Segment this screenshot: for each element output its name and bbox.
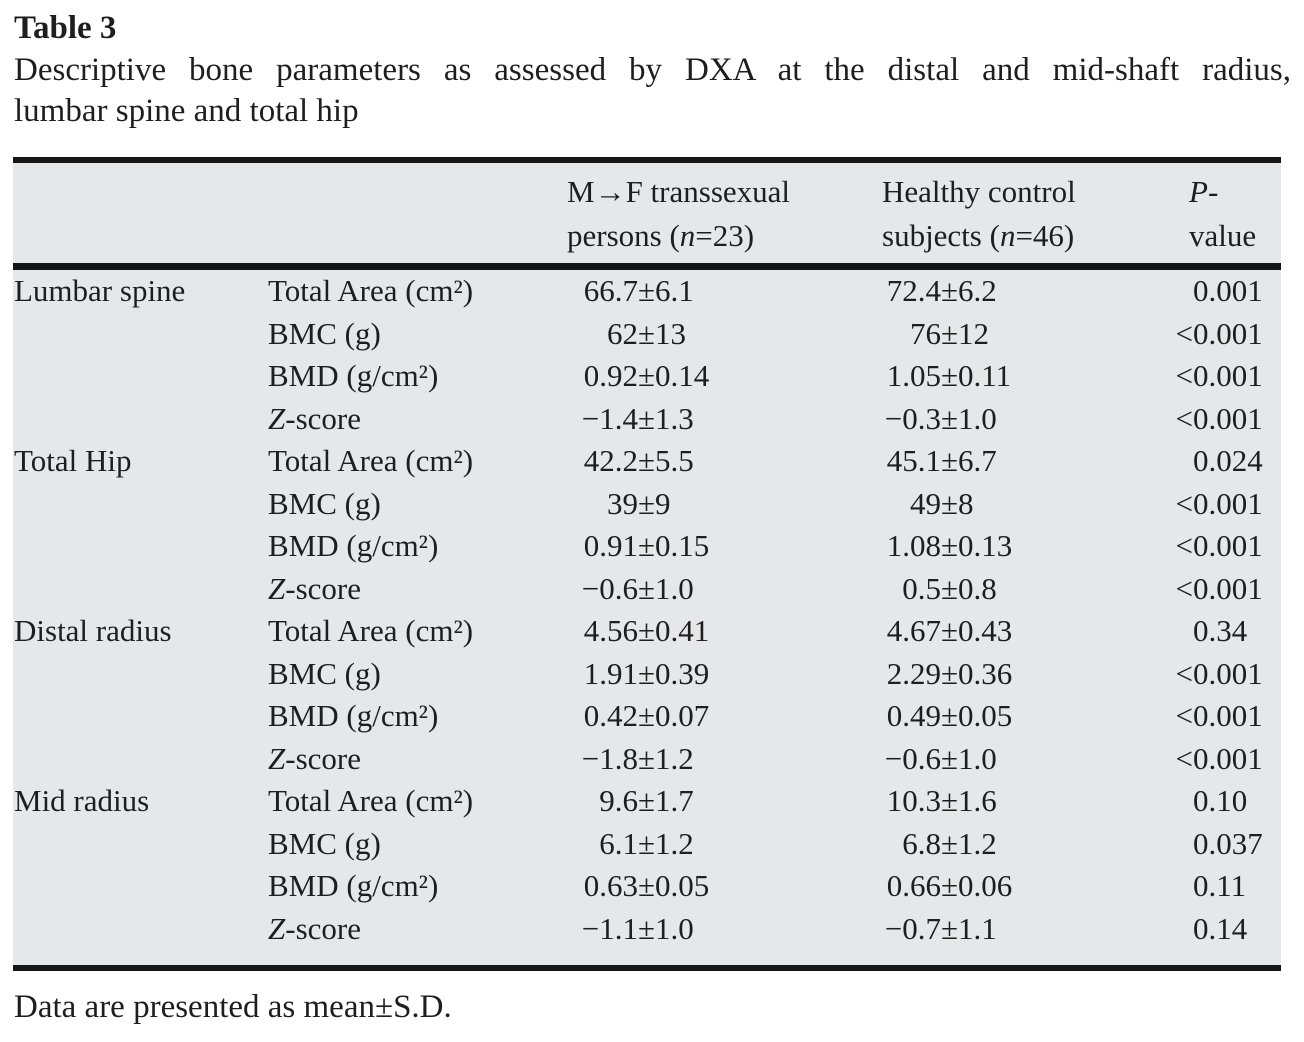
value-transsexual [555, 355, 867, 398]
p-value-number: 0.14 [1193, 910, 1248, 946]
header-text: =46) [1015, 218, 1075, 253]
value-transsexual [555, 398, 867, 441]
plus-minus-sign: ± [941, 825, 959, 861]
plus-minus-sign: ± [941, 528, 959, 563]
region-label [13, 483, 268, 526]
value-transsexual [555, 525, 867, 568]
p-value-cell [1172, 568, 1281, 611]
plus-minus-sign: ± [638, 400, 656, 436]
header-text: -value [1189, 174, 1257, 253]
sd-value: 6.2 [958, 273, 997, 308]
mean-value: −1.1 [581, 910, 638, 946]
parameter-text: -score [285, 740, 361, 776]
plus-minus-sign: ± [638, 825, 656, 861]
sd-value: 8 [958, 485, 974, 521]
value-transsexual [555, 823, 867, 866]
sd-value: 0.8 [958, 570, 997, 606]
plus-minus-sign: ± [638, 315, 656, 351]
dxa-parameters-table [13, 157, 1281, 971]
plus-minus-sign: ± [941, 570, 959, 606]
table-number-title: Table 3 [14, 10, 117, 46]
value-control [867, 398, 1172, 441]
parameter-text: -score [285, 400, 361, 436]
sd-value: 1.3 [655, 400, 694, 436]
value-control [867, 440, 1172, 483]
plus-minus-sign: ± [941, 273, 959, 308]
p-value-cell [1172, 525, 1281, 568]
p-value-number: 0.024 [1193, 443, 1263, 478]
region-label: Mid radius [14, 783, 150, 818]
column-header-transsexual-group [555, 170, 867, 263]
sd-value: 5.5 [655, 443, 694, 478]
value-control [867, 610, 1172, 653]
sd-value: 1.0 [655, 910, 694, 946]
plus-minus-sign: ± [638, 613, 656, 648]
table-caption-line1: Descriptive bone parameters as assessed by DXA at the distal and mid-shaft radius, [14, 52, 1291, 88]
sd-value: 6.7 [958, 443, 997, 478]
p-value-cell [1172, 908, 1281, 951]
column-header-control-group [867, 170, 1172, 263]
parameter-label [268, 780, 555, 823]
mean-value: 39 [607, 485, 638, 521]
mean-value: 1.05 [886, 358, 941, 393]
sd-value: 0.13 [958, 528, 1013, 563]
plus-minus-sign: ± [941, 443, 959, 478]
parameter-text: BMC (g) [268, 315, 381, 351]
parameter-label [268, 695, 555, 738]
less-than-sign [1172, 440, 1193, 483]
mean-value: 42.2 [583, 443, 638, 478]
value-transsexual [555, 440, 867, 483]
parameter-text: BMD (g/cm²) [268, 358, 439, 393]
plus-minus-sign: ± [638, 868, 656, 903]
parameter-text: BMC (g) [268, 485, 381, 521]
mean-value: 0.92 [583, 358, 638, 393]
p-value-cell [1172, 355, 1281, 398]
less-than-sign [1172, 865, 1193, 908]
plus-minus-sign: ± [941, 698, 959, 733]
table-bottom-rule [13, 965, 1281, 971]
mean-value: 49 [910, 485, 941, 521]
table-caption [14, 50, 1291, 132]
region-label [13, 398, 268, 441]
mean-value: 4.56 [583, 613, 638, 648]
mean-value: 0.66 [886, 868, 941, 903]
p-value-cell [1172, 780, 1281, 823]
value-control [867, 865, 1172, 908]
plus-minus-sign: ± [941, 655, 959, 691]
plus-minus-sign: ± [638, 570, 656, 606]
value-transsexual [555, 313, 867, 356]
parameter-label [268, 908, 555, 951]
table-row [13, 483, 1281, 526]
column-header-p-value [1172, 170, 1281, 263]
table-row [13, 398, 1281, 441]
table-row [13, 568, 1281, 611]
less-than-sign: < [1175, 570, 1193, 606]
sd-value: 1.6 [958, 783, 997, 818]
p-value-cell [1172, 398, 1281, 441]
table-row [13, 355, 1281, 398]
less-than-sign [1172, 780, 1193, 823]
mean-value: 10.3 [886, 783, 941, 818]
parameter-label [268, 355, 555, 398]
plus-minus-sign: ± [941, 315, 959, 351]
plus-minus-sign: ± [941, 783, 959, 818]
sd-value: 1.7 [655, 783, 694, 818]
p-value-number: 0.001 [1193, 655, 1263, 691]
plus-minus-sign: ± [638, 783, 656, 818]
table-row [13, 865, 1281, 908]
column-header-control-line2 [882, 214, 1172, 258]
plus-minus-sign: ± [941, 613, 959, 648]
region-label [13, 695, 268, 738]
parameter-text: -score [285, 910, 361, 946]
region-label [13, 908, 268, 951]
value-control [867, 695, 1172, 738]
sd-value: 9 [655, 485, 671, 521]
table-caption-line2: lumbar spine and total hip [14, 93, 359, 129]
plus-minus-sign: ± [941, 910, 959, 946]
value-transsexual [555, 865, 867, 908]
parameter-text: BMD (g/cm²) [268, 698, 439, 733]
p-value-number: 0.10 [1193, 783, 1248, 818]
p-value-cell [1172, 483, 1281, 526]
mean-value: 0.42 [583, 698, 638, 733]
p-value-number: 0.001 [1193, 358, 1263, 393]
parameter-text: Total Area (cm²) [268, 273, 474, 308]
italic-z-symbol: Z [268, 400, 286, 436]
value-control [867, 780, 1172, 823]
plus-minus-sign: ± [638, 740, 656, 776]
sd-value: 0.39 [655, 655, 710, 691]
parameter-text: Total Area (cm²) [268, 783, 474, 818]
p-value-cell [1172, 865, 1281, 908]
column-header-transsexual-line1: M→F transsexual [567, 174, 791, 209]
mean-value: 45.1 [886, 443, 941, 478]
mean-value: 2.29 [886, 655, 941, 691]
sd-value: 0.15 [655, 528, 710, 563]
table-row [13, 738, 1281, 781]
mean-value: 0.63 [583, 868, 638, 903]
less-than-sign [1172, 908, 1193, 951]
sd-value: 0.11 [958, 358, 1012, 393]
region-label: Lumbar spine [14, 273, 186, 308]
region-label [13, 823, 268, 866]
mean-value: 6.1 [599, 825, 638, 861]
mean-value: 76 [910, 315, 941, 351]
parameter-label [268, 270, 555, 313]
sd-value: 1.1 [958, 910, 997, 946]
sd-value: 0.43 [958, 613, 1013, 648]
parameter-label [268, 398, 555, 441]
plus-minus-sign: ± [638, 698, 656, 733]
italic-z-symbol: Z [268, 740, 286, 776]
mean-value: 0.91 [583, 528, 638, 563]
sd-value: 12 [958, 315, 990, 351]
value-transsexual [555, 483, 867, 526]
p-value-cell [1172, 695, 1281, 738]
mean-value: 1.91 [583, 655, 638, 691]
table-footnote: Data are presented as mean±S.D. [14, 989, 452, 1025]
region-label [13, 313, 268, 356]
less-than-sign: < [1175, 655, 1193, 691]
mean-value: 0.49 [886, 698, 941, 733]
mean-value: 0.5 [902, 570, 941, 606]
table-row [13, 313, 1281, 356]
plus-minus-sign: ± [638, 655, 656, 691]
parameter-label [268, 525, 555, 568]
sd-value: 0.36 [958, 655, 1013, 691]
parameter-label [268, 653, 555, 696]
italic-n-symbol: n [999, 218, 1016, 253]
table-header-row [13, 163, 1281, 263]
sd-value: 1.0 [655, 570, 694, 606]
parameter-label [268, 738, 555, 781]
header-text: subjects ( [882, 218, 1000, 253]
region-label [13, 865, 268, 908]
plus-minus-sign: ± [638, 358, 656, 393]
sd-value: 0.06 [958, 868, 1013, 903]
table-row [13, 780, 1281, 823]
table-row [13, 908, 1281, 951]
p-value-cell [1172, 610, 1281, 653]
mean-value: 6.8 [902, 825, 941, 861]
parameter-label [268, 483, 555, 526]
value-transsexual [555, 610, 867, 653]
plus-minus-sign: ± [941, 485, 959, 521]
value-control [867, 823, 1172, 866]
mean-value: −0.3 [884, 400, 941, 436]
region-label: Total Hip [14, 443, 132, 478]
sd-value: 13 [655, 315, 687, 351]
p-value-number: 0.001 [1193, 698, 1263, 733]
region-label [13, 738, 268, 781]
p-value-number: 0.34 [1193, 613, 1248, 648]
sd-value: 1.0 [958, 400, 997, 436]
parameter-label [268, 823, 555, 866]
plus-minus-sign: ± [941, 868, 959, 903]
region-label [13, 568, 268, 611]
p-value-number: 0.001 [1193, 400, 1263, 436]
header-parameter-blank [268, 170, 555, 263]
table-body [13, 270, 1281, 965]
p-value-number: 0.001 [1193, 528, 1263, 563]
parameter-label [268, 440, 555, 483]
parameter-label [268, 865, 555, 908]
value-control [867, 270, 1172, 313]
value-control [867, 525, 1172, 568]
region-label: Distal radius [14, 613, 172, 648]
header-text: =23) [695, 218, 755, 253]
p-value-number: 0.11 [1193, 868, 1247, 903]
parameter-label [268, 610, 555, 653]
parameter-text: Total Area (cm²) [268, 613, 474, 648]
mean-value: −0.7 [884, 910, 941, 946]
plus-minus-sign: ± [638, 528, 656, 563]
column-header-transsexual-line2 [567, 214, 867, 258]
less-than-sign: < [1175, 698, 1193, 733]
p-value-number: 0.001 [1193, 315, 1263, 351]
sd-value: 0.05 [958, 698, 1013, 733]
sd-value: 0.05 [655, 868, 710, 903]
value-transsexual [555, 780, 867, 823]
parameter-text: BMC (g) [268, 825, 381, 861]
parameter-text: Total Area (cm²) [268, 443, 474, 478]
parameter-text: BMD (g/cm²) [268, 528, 439, 563]
p-value-cell [1172, 823, 1281, 866]
less-than-sign: < [1175, 358, 1193, 393]
sd-value: 1.2 [958, 825, 997, 861]
table-row [13, 695, 1281, 738]
value-transsexual [555, 653, 867, 696]
value-transsexual [555, 695, 867, 738]
value-transsexual [555, 738, 867, 781]
p-value-cell [1172, 738, 1281, 781]
parameter-text: BMD (g/cm²) [268, 868, 439, 903]
mean-value: 4.67 [886, 613, 941, 648]
less-than-sign: < [1175, 740, 1193, 776]
p-value-cell [1172, 653, 1281, 696]
italic-z-symbol: Z [268, 910, 286, 946]
parameter-text: BMC (g) [268, 655, 381, 691]
sd-value: 6.1 [655, 273, 694, 308]
mean-value: 9.6 [599, 783, 638, 818]
p-value-number: 0.001 [1193, 273, 1263, 308]
table-row [13, 610, 1281, 653]
mean-value: −1.8 [581, 740, 638, 776]
mean-value: 66.7 [583, 273, 638, 308]
italic-n-symbol: n [679, 218, 696, 253]
plus-minus-sign: ± [941, 740, 959, 776]
p-value-number: 0.001 [1193, 570, 1263, 606]
less-than-sign [1172, 823, 1193, 866]
value-transsexual [555, 270, 867, 313]
sd-value: 0.07 [655, 698, 710, 733]
plus-minus-sign: ± [638, 443, 656, 478]
plus-minus-sign: ± [638, 273, 656, 308]
parameter-label [268, 568, 555, 611]
mean-value: −0.6 [884, 740, 941, 776]
p-value-number: 0.037 [1193, 825, 1263, 861]
paper-page [0, 8, 1304, 1028]
value-control [867, 313, 1172, 356]
p-value-number: 0.001 [1193, 740, 1263, 776]
table-row [13, 525, 1281, 568]
table-row [13, 653, 1281, 696]
italic-p-symbol: P [1189, 174, 1208, 209]
less-than-sign [1172, 610, 1193, 653]
less-than-sign: < [1175, 528, 1193, 563]
table-row [13, 270, 1281, 313]
header-text: persons ( [567, 218, 680, 253]
value-control [867, 355, 1172, 398]
p-value-cell [1172, 313, 1281, 356]
less-than-sign: < [1175, 315, 1193, 351]
plus-minus-sign: ± [941, 358, 959, 393]
mean-value: 1.08 [886, 528, 941, 563]
mean-value: 62 [607, 315, 638, 351]
sd-value: 1.2 [655, 740, 694, 776]
sd-value: 0.41 [655, 613, 710, 648]
sd-value: 1.0 [958, 740, 997, 776]
less-than-sign: < [1175, 485, 1193, 521]
column-header-control-line1: Healthy control [882, 174, 1076, 209]
value-transsexual [555, 908, 867, 951]
sd-value: 0.14 [655, 358, 710, 393]
value-control [867, 738, 1172, 781]
less-than-sign [1172, 270, 1193, 313]
table-row [13, 823, 1281, 866]
plus-minus-sign: ± [638, 485, 656, 521]
plus-minus-sign: ± [638, 910, 656, 946]
p-value-cell [1172, 440, 1281, 483]
mean-value: 72.4 [886, 273, 941, 308]
p-value-cell [1172, 270, 1281, 313]
table-header-rule [13, 263, 1281, 270]
value-control [867, 568, 1172, 611]
parameter-label [268, 313, 555, 356]
header-region-blank [13, 170, 268, 263]
region-label [13, 355, 268, 398]
region-label [13, 525, 268, 568]
parameter-text: -score [285, 570, 361, 606]
value-control [867, 483, 1172, 526]
mean-value: −1.4 [581, 400, 638, 436]
p-value-number: 0.001 [1193, 485, 1263, 521]
value-control [867, 908, 1172, 951]
value-control [867, 653, 1172, 696]
plus-minus-sign: ± [941, 400, 959, 436]
region-label [13, 653, 268, 696]
mean-value: −0.6 [581, 570, 638, 606]
value-transsexual [555, 568, 867, 611]
less-than-sign: < [1175, 400, 1193, 436]
table-row [13, 440, 1281, 483]
sd-value: 1.2 [655, 825, 694, 861]
italic-z-symbol: Z [268, 570, 286, 606]
